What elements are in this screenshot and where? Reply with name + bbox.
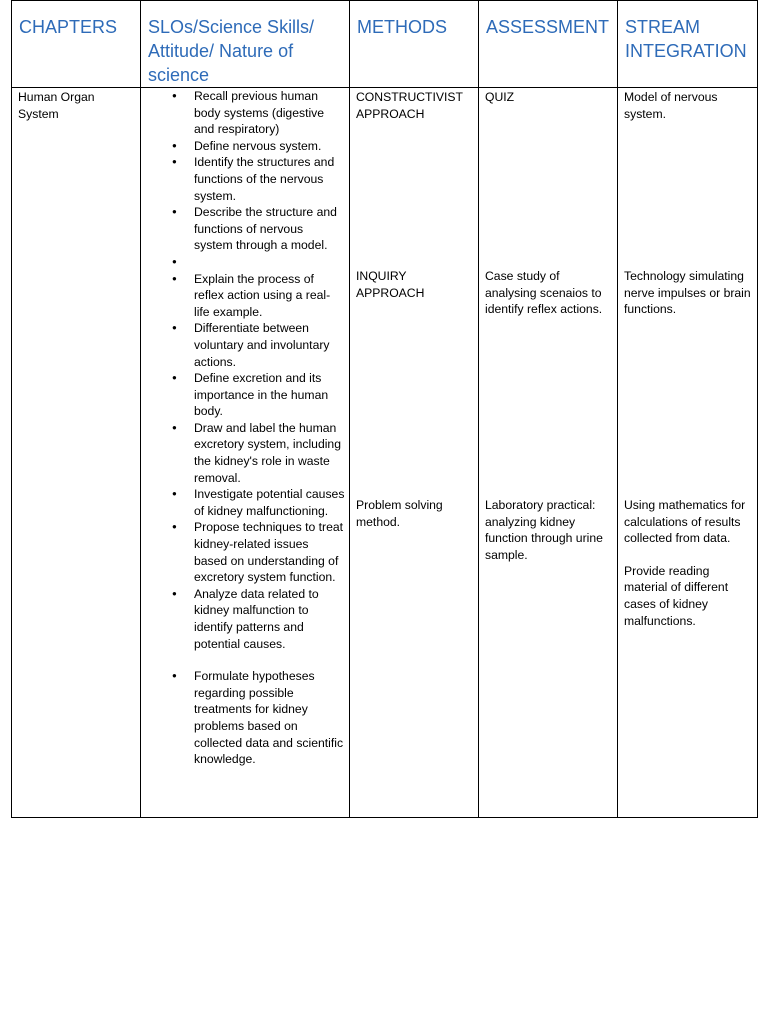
slo-item: ● Identify the structures and functions of the nervous system. (141, 154, 345, 204)
stream-item: Provide reading material of different cases of kidney malfunctions. (624, 563, 729, 628)
table-header-row (12, 1, 758, 88)
table-row (12, 88, 758, 818)
slo-item: ● Define nervous system. (141, 138, 345, 155)
slo-item-empty (141, 254, 345, 271)
stream-item: Using mathematics for calculations of results collected from data. (624, 498, 746, 546)
slo-item: ● Analyze data related to kidney malfunction to identify patterns and potential causes. (141, 586, 345, 652)
method-item: Problem solving method. (356, 498, 443, 529)
chapter-cell (12, 88, 141, 818)
header-chapters: CHAPTERS (12, 1, 141, 88)
slo-item: ● Differentiate between voluntary and involuntary actions. (141, 320, 345, 370)
methods-cell (350, 88, 479, 818)
slo-list (141, 88, 349, 768)
header-stream-integration: STREAM INTEGRATION (618, 1, 758, 88)
lesson-plan-table (11, 0, 758, 818)
stream-item: Model of nervous system. (624, 90, 718, 121)
header-methods: METHODS (350, 1, 479, 88)
chapter-name: Human Organ System (18, 90, 95, 121)
slo-item: ● Explain the process of reflex action using a real-life example. (141, 271, 345, 321)
stream-item: Technology simulating nerve impulses or brain functions. (624, 269, 751, 317)
assessment-item: QUIZ (485, 90, 515, 104)
slo-item: ● Define excretion and its importance in the human body. (141, 370, 345, 420)
slos-cell (141, 88, 350, 818)
method-item: CONSTRUCTIVIST APPROACH (356, 90, 463, 121)
slo-item: ● Formulate hypotheses regarding possible treatments for kidney problems based on collected data and scientific knowledge. (141, 668, 345, 768)
assessment-cell (479, 88, 618, 818)
assessment-item: Laboratory practical: analyzing kidney function through urine sample. (485, 498, 603, 562)
stream-item-group (624, 497, 753, 629)
slo-item: ● Recall previous human body systems (digestive and respiratory) (141, 88, 345, 138)
slo-item: ● Propose techniques to treat kidney-related issues based on understanding of excretory system function. (141, 519, 345, 585)
slo-item: ● Describe the structure and functions of nervous system through a model. (141, 204, 345, 254)
assessment-item: Case study of analysing scenaios to identify reflex actions. (485, 269, 603, 317)
header-slos: SLOs/Science Skills/ Attitude/ Nature of science (141, 1, 350, 88)
slo-item: ● Draw and label the human excretory system, including the kidney's role in waste removal. (141, 420, 345, 486)
method-item: INQUIRY APPROACH (356, 269, 425, 300)
stream-integration-cell (618, 88, 758, 818)
slo-item: ● Investigate potential causes of kidney malfunctioning. (141, 486, 345, 519)
header-assessment: ASSESSMENT (479, 1, 618, 88)
